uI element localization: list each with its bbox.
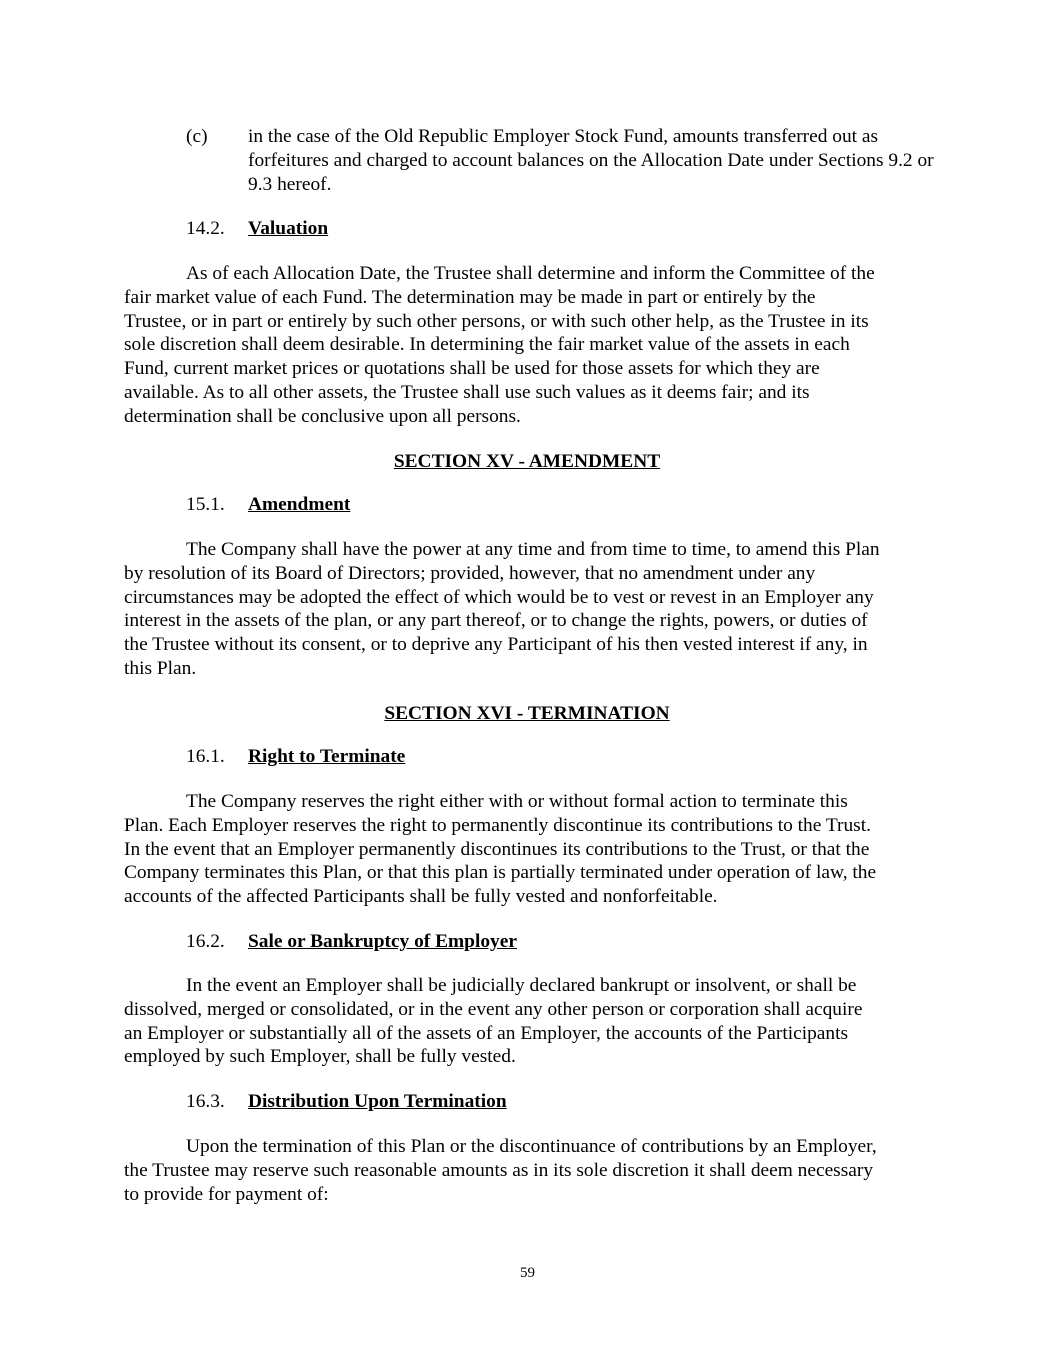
subsection-heading-15-1	[186, 493, 350, 517]
paragraph-line: interest in the assets of the plan, or any part thereof, or to change the rights, powers, or duties of	[124, 610, 868, 632]
subsection-number: 15.1.	[186, 494, 225, 515]
subsection-number: 16.3.	[186, 1091, 225, 1112]
paragraph-line: an Employer or substantially all of the assets of an Employer, the accounts of the Participants	[124, 1022, 849, 1044]
list-item-text: in the case of the Old Republic Employer Stock Fund, amounts transferred out as forfeitures and charged to account balances on the Allocation Date under Sections 9.2 or 9.3 hereof.	[248, 126, 934, 195]
subsection-number: 16.1.	[186, 746, 225, 767]
paragraph-line: In the event that an Employer permanently discontinues its contributions to the Trust, or that the	[124, 838, 870, 860]
paragraph-line: In the event an Employer shall be judicially declared bankrupt or insolvent, or shall be	[186, 975, 857, 996]
section-heading-xv: SECTION XV - AMENDMENT	[393, 451, 661, 472]
paragraph-line: Upon the termination of this Plan or the discontinuance of contributions by an Employer,	[186, 1136, 877, 1157]
paragraph-line: Plan. Each Employer reserves the right to permanently discontinue its contributions to the Trust.	[124, 814, 871, 836]
subsection-title: Sale or Bankruptcy of Employer	[248, 931, 517, 952]
paragraph-line: this Plan.	[124, 657, 197, 679]
list-item-c	[186, 125, 946, 196]
paragraph-line: employed by such Employer, shall be fully vested.	[124, 1046, 516, 1068]
subsection-number: 14.2.	[186, 218, 225, 239]
paragraph-distribution-upon-termination	[124, 1135, 936, 1206]
paragraph-line: accounts of the affected Participants shall be fully vested and nonforfeitable.	[124, 886, 718, 908]
subsection-title: Distribution Upon Termination	[248, 1091, 507, 1112]
paragraph-line: to provide for payment of:	[124, 1183, 329, 1205]
paragraph-right-to-terminate	[124, 790, 936, 909]
paragraph-line: As of each Allocation Date, the Trustee shall determine and inform the Committee of the	[186, 263, 875, 284]
subsection-title: Amendment	[248, 494, 351, 515]
paragraph-valuation	[124, 262, 936, 429]
paragraph-line: circumstances may be adopted the effect of which would be to vest or revest in an Employer any	[124, 586, 874, 608]
page-number: 59	[520, 1265, 535, 1281]
paragraph-line: the Trustee without its consent, or to deprive any Participant of his then vested interest if any, in	[124, 634, 868, 656]
paragraph-amendment	[124, 538, 936, 681]
paragraph-line: the Trustee may reserve such reasonable amounts as in its sole discretion it shall deem necessary	[124, 1159, 874, 1181]
subsection-number: 16.2.	[186, 931, 225, 952]
section-heading-xvi: SECTION XVI - TERMINATION	[384, 703, 670, 724]
paragraph-line: fair market value of each Fund. The determination may be made in part or entirely by the	[124, 286, 816, 308]
paragraph-line: The Company reserves the right either with or without formal action to terminate this	[186, 791, 848, 812]
paragraph-line: dissolved, merged or consolidated, or in the event any other person or corporation shall acquire	[124, 998, 863, 1020]
paragraph-line: by resolution of its Board of Directors; provided, however, that no amendment under any	[124, 562, 816, 584]
paragraph-line: determination shall be conclusive upon all persons.	[124, 405, 521, 427]
subsection-title: Valuation	[248, 218, 329, 239]
paragraph-line: Trustee, or in part or entirely by such other persons, or with such other help, as the Trustee in its	[124, 310, 869, 332]
paragraph-line: Fund, current market prices or quotations shall be used for those assets for which they are	[124, 358, 820, 380]
paragraph-sale-or-bankruptcy	[124, 974, 936, 1069]
paragraph-line: The Company shall have the power at any time and from time to time, to amend this Plan	[186, 539, 880, 560]
paragraph-line: sole discretion shall deem desirable. In determining the fair market value of the assets in each	[124, 334, 850, 356]
list-marker: (c)	[186, 126, 208, 147]
paragraph-line: Company terminates this Plan, or that this plan is partially terminated under operation of law, the	[124, 862, 877, 884]
subsection-heading-16-1	[186, 745, 405, 769]
subsection-heading-16-3	[186, 1090, 507, 1114]
subsection-title: Right to Terminate	[248, 746, 406, 767]
subsection-heading-16-2	[186, 930, 517, 954]
subsection-heading-14-2	[186, 217, 328, 241]
paragraph-line: available. As to all other assets, the Trustee shall use such values as it deems fair; and its	[124, 381, 810, 403]
